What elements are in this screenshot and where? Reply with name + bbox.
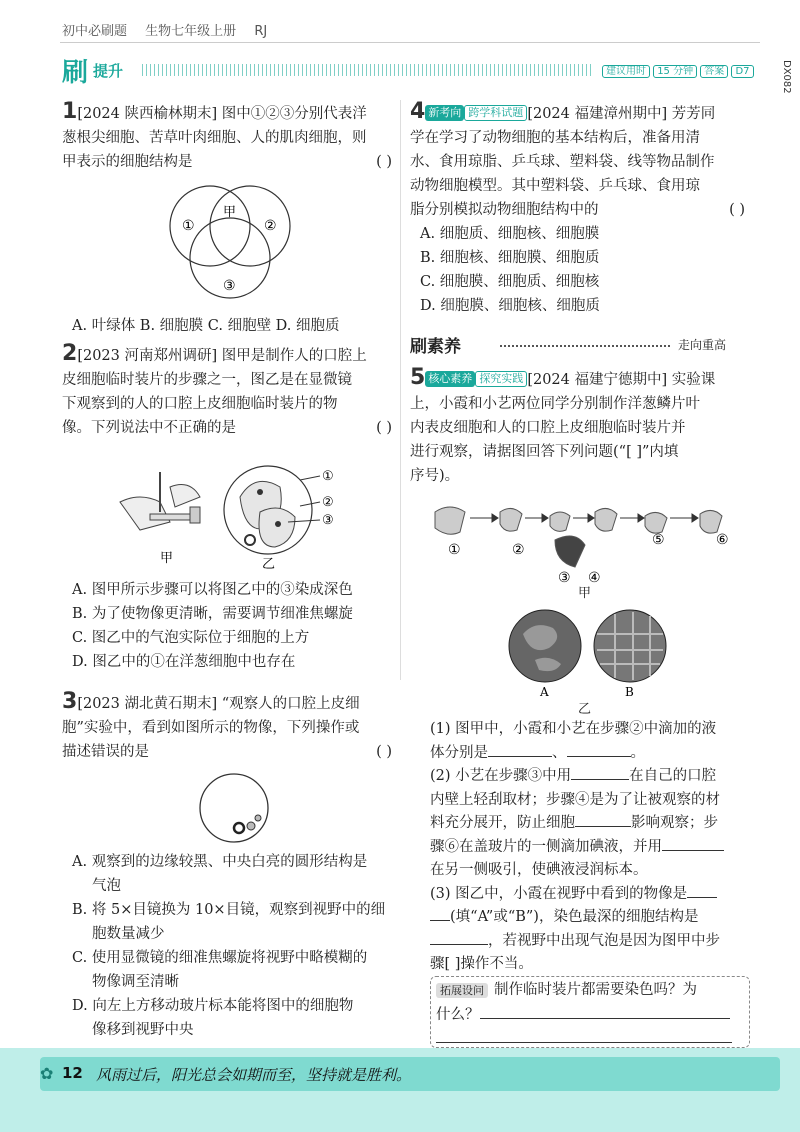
q3-line2: 胞”实验中，看到如图所示的物像，下列操作或 [62, 720, 360, 736]
fig-yi-mark-2: ② [322, 495, 334, 510]
q4-option-c: C. 细胞膜、细胞质、细胞核 [420, 274, 600, 290]
q5-fig-jia-label: 甲 [578, 586, 592, 601]
fig-yi-nucleus-1 [257, 489, 263, 495]
q2-option-d: D. 图乙中的①在洋葱细胞中也存在 [72, 654, 296, 670]
q5-p3-text-c: ，若视野中出现气泡是因为图甲中步 [488, 932, 720, 949]
q5-p3-text-a: (3) 图乙中，小霞在视野中看到的物像是 [430, 885, 688, 902]
q5-blank-5[interactable] [662, 850, 724, 851]
q5-blank-2[interactable] [567, 756, 631, 757]
q2-line3: 下观察到的人的口腔上皮细胞临时装片的物 [62, 396, 338, 412]
q3-bubble-1 [234, 823, 244, 833]
section-shua: 刷 [62, 58, 89, 88]
question-5 [410, 366, 745, 488]
fig-jia-label: 甲 [160, 551, 174, 566]
q3-line3: 描述错误的是 [62, 744, 149, 760]
q5-view-b [594, 610, 666, 682]
venn-label-3: ③ [223, 278, 236, 294]
q2-line2: 皮细胞临时装片的步骤之一，图乙是在显微镜 [62, 372, 352, 388]
extension-blank-2[interactable] [436, 1042, 732, 1043]
time-hint [602, 62, 754, 77]
q1-line2: 葱根尖细胞、苦草叶肉细胞、人的肌肉细胞，则 [62, 130, 367, 146]
section-title: 提升 [93, 62, 124, 80]
q3-microscope-field [194, 772, 274, 844]
q3-option-c1: C. 使用显微镜的细准焦螺旋将视野中略模糊的 [72, 950, 368, 966]
q4-line1: [2024 福建漳州期中] 芳芳同 [527, 106, 716, 122]
q5-p3-line4: 骤[ ]操作不当。 [430, 956, 533, 972]
q5-view-a-label: A [540, 685, 549, 699]
q5-step-1: ① [448, 542, 461, 558]
q4-tag-cross: 跨学科试题 [464, 105, 527, 121]
q3-option-c2: 物像调至清晰 [92, 974, 179, 990]
column-divider [400, 100, 401, 680]
fig-yi-mark-3: ③ [322, 513, 334, 528]
q5-line4: 进行观察，请据图回答下列问题(“[ ]”内填 [410, 444, 679, 460]
q5-line3: 内表皮细胞和人的口腔上皮细胞临时装片并 [410, 420, 686, 436]
q5-p2-text-f: 骤⑥在盖玻片的一侧滴加碘液，并用 [430, 838, 662, 855]
q2-option-b: B. 为了使物像更清晰，需要调节细准焦螺旋 [72, 606, 353, 622]
q5-p1-end: 。 [630, 744, 645, 761]
q3-cell-1 [247, 822, 255, 830]
series-name: 初中必刷题 [62, 24, 128, 39]
q4-option-a: A. 细胞质、细胞核、细胞膜 [420, 226, 600, 242]
suyang-dots [500, 345, 670, 348]
question-4 [410, 100, 745, 318]
q1-venn-diagram [160, 178, 300, 303]
subject-name: 生物七年级上册 [145, 24, 237, 39]
q3-line1: [2023 湖北黄石期末] “观察人的口腔上皮细 [77, 696, 360, 712]
q5-steps-figure [430, 500, 750, 592]
q4-line3: 水、食用琼脂、乒乓球、塑料袋、线等物品制作 [410, 154, 715, 170]
q5-step-3: ③ [558, 570, 571, 586]
time-label: 建议用时 [602, 65, 650, 78]
q4-number: 4 [410, 99, 426, 124]
q5-p3-text-b: (填“A”或“B”)，染色最深的细胞结构是 [450, 909, 699, 925]
extension-blank-1[interactable] [480, 1018, 730, 1019]
q2-option-a: A. 图甲所示步骤可以将图乙中的③染成深色 [72, 582, 353, 598]
q3-option-d2: 像移到视野中央 [92, 1022, 194, 1038]
q5-blank-1[interactable] [488, 756, 552, 757]
section-stripes [142, 64, 592, 76]
q3-option-b1: B. 将 5×目镜换为 10×目镜，观察到视野中的细 [72, 902, 386, 918]
q5-p2-line5: 在另一侧吸引，使碘液浸润标本。 [430, 862, 648, 878]
q5-views-figure [505, 604, 675, 702]
venn-label-2: ② [264, 218, 277, 234]
q5-fig-yi-label: 乙 [578, 702, 592, 717]
extension-label: 拓展设问 [436, 983, 488, 998]
q5-step-2: ② [512, 542, 525, 558]
q3-cell-2 [255, 815, 261, 821]
q5-step-6: ⑥ [716, 532, 729, 548]
q4-paren: ( ) [729, 202, 745, 218]
answer-label: 答案 [700, 65, 728, 78]
q1-line3: 甲表示的细胞结构是 [62, 154, 193, 170]
venn-label-1: ① [182, 218, 195, 234]
question-3 [62, 690, 392, 764]
q5-p2-text-b: 在自己的口腔 [629, 768, 717, 784]
q5-blank-6[interactable] [687, 897, 717, 898]
q5-step-5: ⑤ [652, 532, 665, 548]
q5-view-b-label: B [625, 685, 634, 699]
extension-question-2: 什么？ [436, 1007, 480, 1023]
q5-subquestions [430, 718, 750, 977]
q3-options [72, 850, 397, 1042]
suyang-title: 刷素养 [410, 337, 461, 357]
header-rule [60, 42, 760, 43]
extension-question: 制作临时装片都需要染色吗？为 [494, 982, 697, 998]
q5-p2-text-a: (2) 小艺在步骤③中用 [430, 768, 572, 784]
q1-line1: [2024 陕西榆林期末] 图中①②③分别代表洋 [77, 106, 367, 122]
fig-yi-mark-1: ① [322, 469, 334, 484]
venn-label-center: 甲 [223, 205, 237, 220]
q5-p1-line1: (1) 图甲中，小霞和小艺在步骤②中滴加的液 [430, 721, 717, 737]
q5-p2-text-d: 料充分展开，防止细胞 [430, 815, 575, 831]
q5-line5: 序号)。 [410, 468, 460, 484]
q1-options: A. 叶绿体 B. 细胞膜 C. 细胞壁 D. 细胞质 [72, 318, 340, 334]
q5-blank-3[interactable] [571, 779, 629, 780]
q5-number: 5 [410, 365, 426, 390]
q3-option-b2: 胞数量减少 [92, 926, 165, 942]
q3-number: 3 [62, 689, 78, 714]
q4-line2: 学在学习了动物细胞的基本结构后，准备用清 [410, 130, 700, 146]
q2-figure [110, 462, 360, 572]
time-value: 15 分钟 [653, 65, 697, 78]
q5-step-4: ④ [588, 570, 601, 586]
fig-jia-dropper [120, 472, 200, 530]
fig-yi-bubble [245, 535, 255, 545]
q5-blank-7[interactable] [430, 944, 488, 945]
q3-option-d1: D. 向左上方移动玻片标本能将图中的细胞物 [72, 998, 354, 1014]
q2-option-c: C. 图乙中的气泡实际位于细胞的上方 [72, 630, 310, 646]
question-2 [62, 342, 392, 440]
q5-p1-text: 体分别是 [430, 744, 488, 761]
q5-tag-practice: 探究实践 [475, 371, 527, 387]
q4-option-d: D. 细胞膜、细胞核、细胞质 [420, 298, 600, 314]
q2-options [72, 578, 402, 674]
q5-blank-4[interactable] [575, 826, 631, 827]
q5-p1-sep: 、 [552, 744, 567, 761]
q5-tag-core: 核心素养 [425, 371, 475, 387]
q5-blank-6b[interactable] [430, 920, 450, 921]
q2-paren: ( ) [376, 420, 392, 436]
q4-line4: 动物细胞模型。其中塑料袋、乒乓球、食用琼 [410, 178, 700, 194]
q1-paren: ( ) [376, 154, 392, 170]
question-1 [62, 100, 392, 174]
suyang-right: 走向重高 [678, 338, 727, 352]
q4-tag-new: 新考向 [425, 105, 464, 121]
page-number: 12 [62, 1064, 83, 1082]
q3-field-circle [200, 774, 268, 842]
q2-line1: [2023 河南郑州调研] 图甲是制作人的口腔上 [77, 348, 367, 364]
fig-yi-label: 乙 [262, 557, 276, 572]
fig-yi-nucleus-2 [275, 521, 281, 527]
page-header [62, 20, 281, 39]
q4-option-b: B. 细胞核、细胞膜、细胞质 [420, 250, 600, 266]
q3-option-a1: A. 观察到的边缘较黑、中央白亮的圆形结构是 [72, 854, 368, 870]
side-code: DX082 [781, 60, 792, 94]
q2-line4: 像。下列说法中不正确的是 [62, 420, 236, 436]
q5-p2-line2: 内壁上轻刮取材；步骤④是为了让被观察的材 [430, 791, 720, 808]
edition: RJ [254, 24, 268, 39]
sprout-icon: ✿ [40, 1064, 54, 1083]
answer-page: D7 [731, 65, 753, 78]
q3-option-a2: 气泡 [92, 878, 121, 894]
q1-number: 1 [62, 99, 78, 124]
q3-paren: ( ) [376, 744, 392, 760]
footer-motto: 风雨过后，阳光总会如期而至，坚持就是胜利。 [96, 1066, 412, 1084]
q2-number: 2 [62, 341, 78, 366]
q5-line2: 上，小霞和小艺两位同学分别制作洋葱鳞片叶 [410, 396, 700, 412]
q4-line5: 脂分别模拟动物细胞结构中的 [410, 202, 599, 218]
q5-line1: [2024 福建宁德期中] 实验课 [527, 372, 716, 388]
q5-p2-text-e: 影响观察；步 [631, 815, 718, 831]
